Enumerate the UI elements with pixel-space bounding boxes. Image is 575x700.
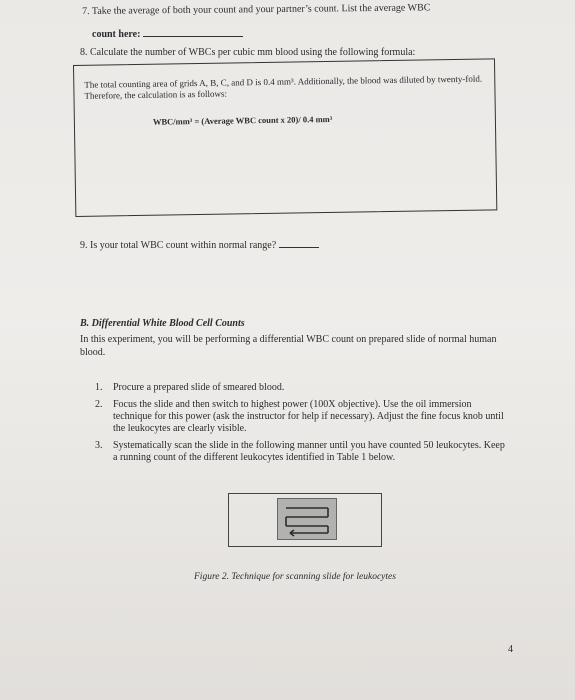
step-number: 1.: [95, 382, 103, 393]
step-number: 3.: [95, 440, 103, 451]
formula-box: [73, 58, 497, 217]
figure-caption: Figure 2. Technique for scanning slide for leukocytes: [194, 572, 396, 582]
answer-blank-9[interactable]: [279, 238, 319, 248]
step-number: 2.: [95, 399, 103, 410]
question-7-count-label: count here:: [92, 29, 141, 40]
slide-scan-path-diagram: [277, 498, 337, 540]
page-number: 4: [508, 644, 513, 655]
section-b-intro: In this experiment, you will be performing a differential WBC count on prepared slide of normal human blood.: [80, 334, 497, 358]
scan-path-arrows-icon: [278, 499, 336, 539]
scanning-figure: [228, 493, 382, 547]
step-text: Systematically scan the slide in the following manner until you have counted 50 leukocytes. Keep a running count of the different leukocytes identified in Table 1 below.: [113, 440, 505, 463]
formula-box-text: The total counting area of grids A, B, C, and D is 0.4 mm³. Additionally, the blood was diluted by twenty-fold. Therefore, the calculation is as follows:: [84, 73, 483, 101]
step-text: Procure a prepared slide of smeared blood.: [113, 382, 285, 393]
step-item: [95, 399, 505, 435]
step-item: [95, 440, 505, 464]
question-8-label: 8. Calculate the number of WBCs per cubic mm blood using the following formula:: [80, 47, 416, 58]
step-text: Focus the slide and then switch to highest power (100X objective). Use the oil immersion technique for this power (ask the instructor for help if necessary). Adjust the fine focus knob until the leukocytes are clearly visible.: [113, 399, 504, 434]
section-b-title: B. Differential White Blood Cell Counts: [80, 318, 245, 329]
step-item: [95, 382, 505, 394]
formula-text: WBC/mm³ = (Average WBC count x 20)/ 0.4 mm³: [152, 113, 333, 127]
steps-list: [95, 382, 505, 469]
question-7-line1: 7. Take the average of both your count and your partner’s count. List the average WBC: [82, 2, 431, 17]
question-7-line2: [92, 27, 243, 41]
question-9-label: 9. Is your total WBC count within normal range?: [80, 240, 277, 251]
question-9: [80, 238, 319, 252]
answer-blank-7[interactable]: [143, 27, 243, 37]
